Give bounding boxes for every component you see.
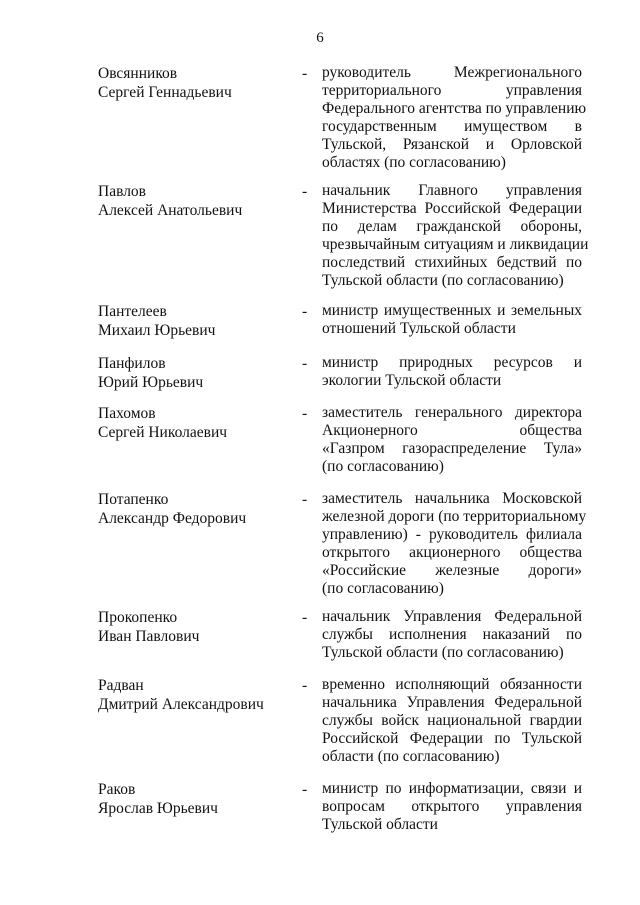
- position-line: территориального управления: [322, 82, 582, 99]
- position-line: Тульской, Рязанской и Орловской: [322, 136, 582, 153]
- member-given-names: Дмитрий Александрович: [98, 696, 264, 713]
- page-number: 6: [316, 30, 324, 46]
- position-line: Тульской области (по согласованию): [322, 272, 564, 289]
- member-given-names: Александр Федорович: [98, 510, 247, 527]
- position-line: (по согласованию): [322, 458, 444, 475]
- separator-dash: -: [302, 677, 308, 694]
- position-line: начальник Главного управления: [322, 182, 582, 199]
- member-position: [322, 780, 582, 834]
- member-position: [322, 302, 582, 338]
- member-surname: Павлов: [98, 183, 146, 200]
- position-line: министр имущественных и земельных: [322, 302, 582, 319]
- member-position: [322, 676, 582, 766]
- position-line: «Газпром газораспределение Тула»: [322, 440, 582, 457]
- member-given-names: Михаил Юрьевич: [98, 322, 216, 339]
- position-line: Министерства Российской Федерации: [322, 200, 582, 217]
- position-line: (по согласованию): [322, 580, 444, 597]
- position-line: областях (по согласованию): [322, 154, 506, 171]
- member-position: [322, 404, 582, 476]
- member-given-names: Сергей Николаевич: [98, 424, 228, 441]
- position-line: Федерального агентства по управлению: [322, 100, 587, 117]
- member-surname: Панфилов: [98, 355, 166, 372]
- member-name: [98, 780, 288, 818]
- position-line: вопросам открытого управления: [322, 798, 582, 815]
- separator-dash: -: [302, 65, 308, 82]
- member-name: [98, 182, 288, 220]
- member-name: [98, 354, 288, 392]
- member-position: [322, 182, 589, 290]
- member-name: [98, 64, 288, 102]
- member-given-names: Алексей Анатольевич: [98, 202, 243, 219]
- member-surname: Овсянников: [98, 65, 178, 82]
- position-line: по делам гражданской обороны,: [322, 218, 582, 235]
- position-line: Российской Федерации по Тульской: [322, 730, 582, 747]
- position-line: начальник Управления Федеральной: [322, 608, 582, 625]
- separator-dash: -: [302, 303, 308, 320]
- member-surname: Пахомов: [98, 405, 156, 422]
- position-line: отношений Тульской области: [322, 320, 516, 337]
- position-line: области (по согласованию): [322, 748, 500, 765]
- position-line: государственным имуществом в: [322, 118, 582, 135]
- separator-dash: -: [302, 355, 308, 372]
- member-position: [322, 354, 582, 390]
- member-given-names: Сергей Геннадьевич: [98, 84, 232, 101]
- member-surname: Потапенко: [98, 491, 169, 508]
- position-line: железной дороги (по территориальному: [322, 508, 587, 525]
- position-line: заместитель генерального директора: [322, 404, 582, 421]
- position-line: временно исполняющий обязанности: [322, 676, 582, 693]
- position-line: начальника Управления Федеральной: [322, 694, 582, 711]
- position-line: последствий стихийных бедствий по: [322, 254, 582, 271]
- member-name: [98, 608, 288, 646]
- position-line: управлению) - руководитель филиала: [322, 526, 582, 543]
- member-given-names: Ярослав Юрьевич: [98, 800, 218, 817]
- member-surname: Раков: [98, 781, 136, 798]
- member-surname: Радван: [98, 677, 144, 694]
- separator-dash: -: [302, 609, 308, 626]
- position-line: министр по информатизации, связи и: [322, 780, 582, 797]
- position-line: Тульской области (по согласованию): [322, 644, 564, 661]
- position-line: службы войск национальной гвардии: [322, 712, 582, 729]
- member-position: [322, 490, 587, 598]
- separator-dash: -: [302, 491, 308, 508]
- member-name: [98, 490, 288, 528]
- position-line: Акционерного общества: [322, 422, 582, 439]
- member-surname: Прокопенко: [98, 609, 178, 626]
- position-line: экологии Тульской области: [322, 372, 502, 389]
- position-line: чрезвычайным ситуациям и ликвидации: [322, 236, 589, 253]
- member-position: [322, 64, 587, 172]
- position-line: заместитель начальника Московской: [322, 490, 582, 507]
- separator-dash: -: [302, 405, 308, 422]
- position-line: «Российские железные дороги»: [322, 562, 582, 579]
- member-given-names: Иван Павлович: [98, 628, 200, 645]
- position-line: открытого акционерного общества: [322, 544, 582, 561]
- member-name: [98, 302, 288, 340]
- member-surname: Пантелеев: [98, 303, 167, 320]
- member-name: [98, 676, 288, 714]
- position-line: министр природных ресурсов и: [322, 354, 582, 371]
- member-position: [322, 608, 582, 662]
- position-line: службы исполнения наказаний по: [322, 626, 582, 643]
- separator-dash: -: [302, 781, 308, 798]
- position-line: Тульской области: [322, 816, 438, 833]
- position-line: руководитель Межрегионального: [322, 64, 582, 81]
- member-name: [98, 404, 288, 442]
- separator-dash: -: [302, 183, 308, 200]
- member-given-names: Юрий Юрьевич: [98, 374, 204, 391]
